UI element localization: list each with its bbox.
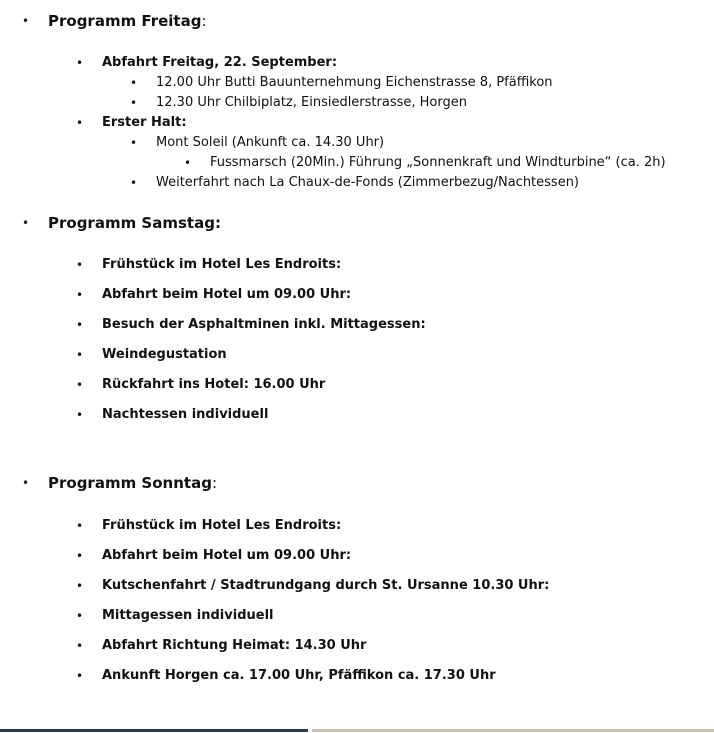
- bullet-icon: •: [22, 216, 30, 230]
- bullet-icon: •: [76, 288, 84, 302]
- bullet-icon: •: [76, 56, 84, 70]
- bullet-icon: •: [76, 579, 84, 593]
- friday-stop-butti: 12.00 Uhr Butti Bauunternehmung Eichenstrasse 8, Pfäffikon: [156, 75, 553, 90]
- bullet-icon: •: [76, 348, 84, 362]
- sunday-heading: [48, 474, 217, 492]
- bullet-icon: •: [130, 96, 138, 110]
- bullet-icon: •: [22, 14, 30, 28]
- bullet-icon: •: [130, 176, 138, 190]
- bullet-icon: •: [76, 519, 84, 533]
- bullet-icon: •: [76, 408, 84, 422]
- friday-heading: [48, 12, 207, 30]
- sunday-item: Ankunft Horgen ca. 17.00 Uhr, Pfäffikon ca. 17.30 Uhr: [102, 668, 496, 683]
- saturday-heading: Programm Samstag:: [48, 214, 221, 232]
- friday-heading-colon: :: [201, 12, 207, 30]
- friday-first-stop: Erster Halt:: [102, 115, 187, 130]
- saturday-item: Frühstück im Hotel Les Endroits:: [102, 257, 342, 272]
- bullet-icon: •: [130, 136, 138, 150]
- bullet-icon: •: [184, 156, 192, 170]
- friday-weiterfahrt: Weiterfahrt nach La Chaux-de-Fonds (Zimmerbezug/Nachtessen): [156, 175, 580, 190]
- sunday-heading-colon: :: [211, 474, 217, 492]
- bottom-rule-right: [312, 729, 714, 732]
- bullet-icon: •: [76, 549, 84, 563]
- friday-departure: Abfahrt Freitag, 22. September:: [102, 55, 338, 70]
- sunday-item: Mittagessen individuell: [102, 608, 274, 623]
- bottom-rule-left: [0, 729, 308, 732]
- friday-fussmarsch: Fussmarsch (20Min.) Führung „Sonnenkraft und Windturbine“ (ca. 2h): [210, 155, 666, 170]
- saturday-item: Abfahrt beim Hotel um 09.00 Uhr:: [102, 287, 352, 302]
- bullet-icon: •: [76, 609, 84, 623]
- bullet-icon: •: [76, 669, 84, 683]
- saturday-item: Rückfahrt ins Hotel: 16.00 Uhr: [102, 377, 326, 392]
- bullet-icon: •: [76, 318, 84, 332]
- friday-heading-text: Programm Freitag: [48, 12, 202, 30]
- friday-stop-chilbi: 12.30 Uhr Chilbiplatz, Einsiedlerstrasse, Horgen: [156, 95, 467, 110]
- bullet-icon: •: [76, 258, 84, 272]
- sunday-heading-text: Programm Sonntag: [48, 474, 212, 492]
- saturday-item: Besuch der Asphaltminen inkl. Mittagessen:: [102, 317, 426, 332]
- bullet-icon: •: [76, 639, 84, 653]
- bullet-icon: •: [76, 378, 84, 392]
- sunday-item: Abfahrt Richtung Heimat: 14.30 Uhr: [102, 638, 367, 653]
- saturday-item: Weindegustation: [102, 347, 227, 362]
- bullet-icon: •: [130, 76, 138, 90]
- saturday-item: Nachtessen individuell: [102, 407, 269, 422]
- bullet-icon: •: [22, 476, 30, 490]
- sunday-item: Kutschenfahrt / Stadtrundgang durch St. Ursanne 10.30 Uhr:: [102, 578, 550, 593]
- sunday-item: Abfahrt beim Hotel um 09.00 Uhr:: [102, 548, 352, 563]
- bullet-icon: •: [76, 116, 84, 130]
- sunday-item: Frühstück im Hotel Les Endroits:: [102, 518, 342, 533]
- friday-mont-soleil: Mont Soleil (Ankunft ca. 14.30 Uhr): [156, 135, 385, 150]
